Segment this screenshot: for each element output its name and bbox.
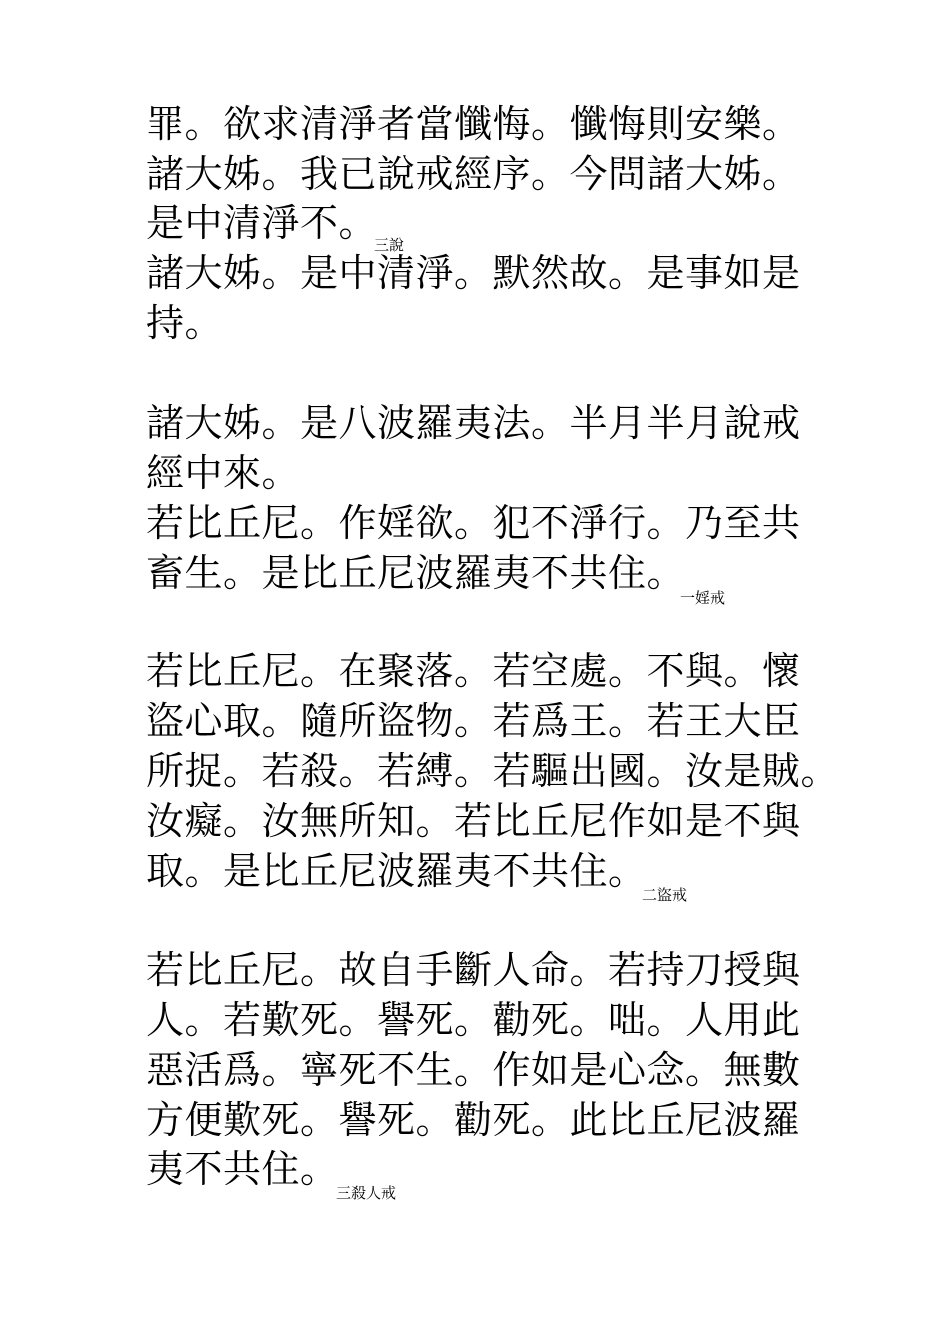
text-line: 畜生。是比丘尼波羅夷不共住。 xyxy=(146,551,686,595)
text-line: 若比丘尼。故自手斷人命。若持刀授與 xyxy=(146,948,801,992)
annotation-note: 二盜戒 xyxy=(642,886,688,904)
annotation-note: 三殺人戒 xyxy=(336,1184,397,1202)
text-line: 夷不共住。 xyxy=(146,1147,339,1191)
text-line: 所捉。若殺。若縛。若驅出國。汝是賊。 xyxy=(146,749,840,793)
text-line: 是中清淨不。 xyxy=(146,201,378,245)
text-line: 諸大姊。是八波羅夷法。半月半月說戒 xyxy=(146,401,801,445)
text-line: 惡活爲。寧死不生。作如是心念。無數 xyxy=(146,1048,801,1092)
annotation-note: 三說 xyxy=(374,236,405,254)
text-line: 罪。欲求清淨者當懺悔。懺悔則安樂。 xyxy=(146,102,801,146)
text-line: 取。是比丘尼波羅夷不共住。 xyxy=(146,849,647,893)
text-line: 持。 xyxy=(146,301,224,345)
text-line: 人。若歎死。譽死。勸死。咄。人用此 xyxy=(146,998,801,1042)
annotation-note: 一婬戒 xyxy=(680,589,726,607)
text-line: 若比丘尼。作婬欲。犯不淨行。乃至共 xyxy=(146,501,801,545)
text-line: 盜心取。隨所盜物。若爲王。若王大臣 xyxy=(146,699,801,743)
text-line: 方便歎死。譽死。勸死。此比丘尼波羅 xyxy=(146,1098,801,1142)
text-line: 諸大姊。是中清淨。默然故。是事如是 xyxy=(146,251,801,295)
text-line: 經中來。 xyxy=(146,451,301,495)
text-line: 若比丘尼。在聚落。若空處。不與。懷 xyxy=(146,649,801,693)
text-line: 汝癡。汝無所知。若比丘尼作如是不與 xyxy=(146,799,801,843)
text-line: 諸大姊。我已說戒經序。今問諸大姊。 xyxy=(146,152,801,196)
